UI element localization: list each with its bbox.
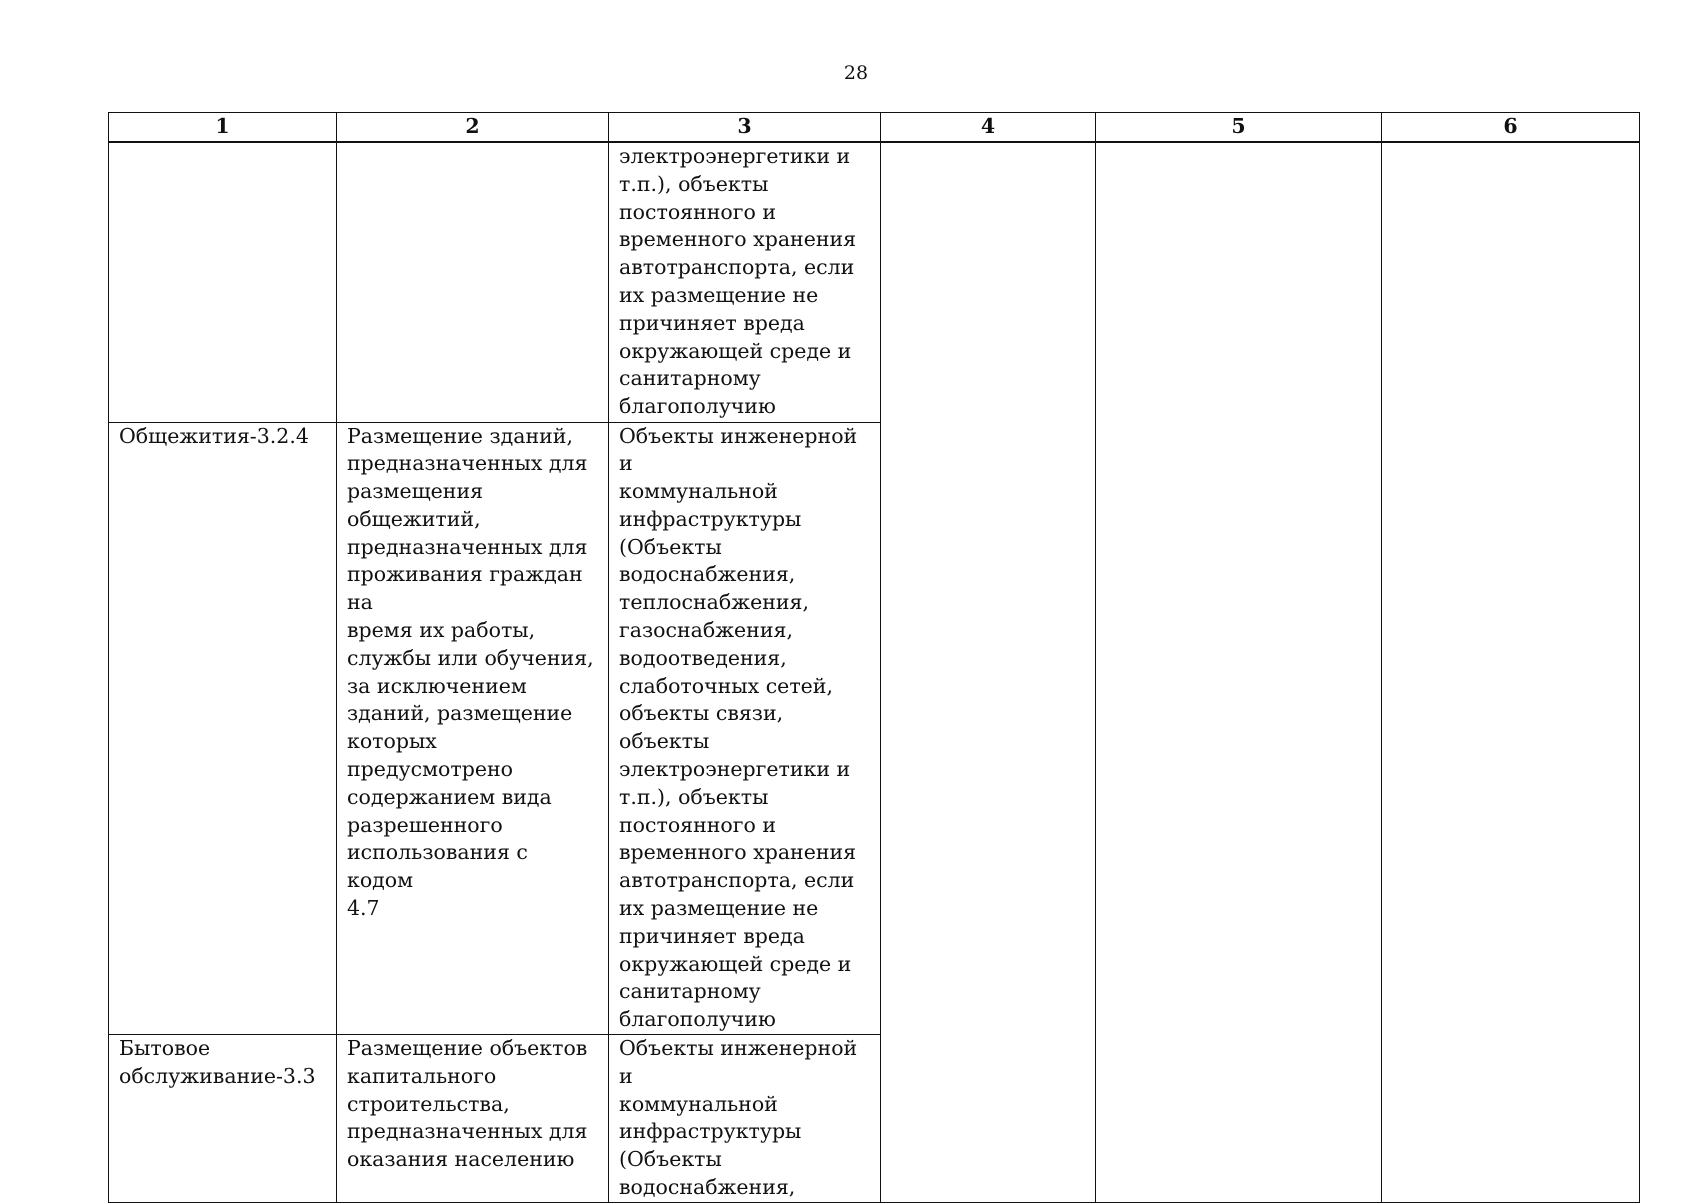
row2-use-type: Общежития-3.2.4 [119, 423, 309, 448]
table-body [109, 142, 1640, 1202]
row3-col2-cell [337, 1035, 609, 1203]
col6-merged-cell [1382, 142, 1640, 1202]
row1-col1-cell [109, 142, 337, 422]
header-row [109, 113, 1640, 143]
header-col-2: 2 [337, 113, 609, 143]
permitted-use-table [108, 112, 1640, 1203]
row2-col2-cell [337, 422, 609, 1035]
table-row [109, 142, 1640, 422]
header-col-6: 6 [1382, 113, 1640, 143]
col4-merged-cell [881, 142, 1096, 1202]
header-col-5: 5 [1096, 113, 1382, 143]
col5-merged-cell [1096, 142, 1382, 1202]
row2-col3-cell [609, 422, 881, 1035]
row3-auxiliary-objects: Объекты инженерной и коммунальной инфраструктуры (Объекты водоснабжения, [619, 1036, 858, 1200]
row3-col1-cell [109, 1035, 337, 1203]
row2-col1-cell [109, 422, 337, 1035]
table-header [109, 113, 1640, 143]
page-number: 28 [843, 62, 869, 84]
row1-col3-cell [609, 142, 881, 422]
row1-auxiliary-objects: электроэнергетики и т.п.), объекты постоянного и временного хранения автотранспорта, если их размещение не причиняет вреда окружающей среде и санитарному благополучию [619, 144, 857, 419]
row3-use-type: Бытовое обслуживание-3.3 [119, 1036, 316, 1088]
row3-description: Размещение объектов капитального строительства, предназначенных для оказания населению [347, 1036, 588, 1172]
row1-col2-cell [337, 142, 609, 422]
row2-description: Размещение зданий, предназначенных для размещения общежитий, предназначенных для проживания граждан на время их работы, службы или обучения, за исключением зданий, размещение которых предусмотрено содержанием вида разрешенного использования с кодом 4.7 [347, 423, 594, 921]
row3-col3-cell [609, 1035, 881, 1203]
header-col-4: 4 [881, 113, 1096, 143]
header-col-1: 1 [109, 113, 337, 143]
row2-auxiliary-objects: Объекты инженерной и коммунальной инфраструктуры (Объекты водоснабжения, теплоснабжения, газоснабжения, водоотведения, слаботочных сетей, объекты связи, объекты электроэнергетики и т.п.), объекты постоянного и временного хранения автотранспорта, если их размещение не причиняет вреда окружающей среде и санитарному благополучию [619, 423, 858, 1032]
header-col-3: 3 [609, 113, 881, 143]
